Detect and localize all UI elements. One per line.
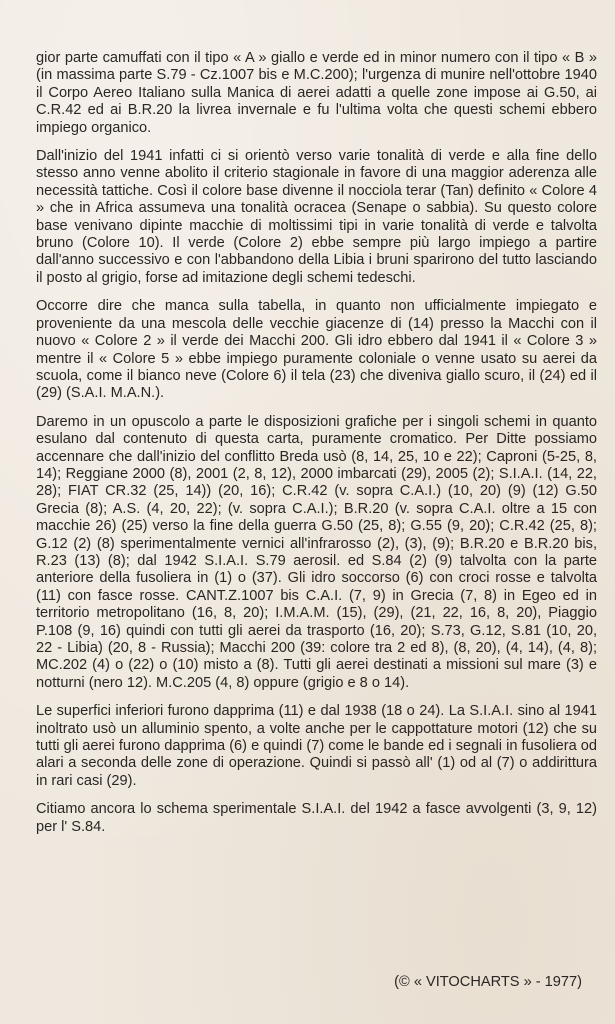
paragraph-3: Occorre dire che manca sulla tabella, in quanto non ufficialmente impiegato e proveniente da una mescola delle vecchie giacenze di (14) presso la Macchi con il nuovo « Colore 2 » il verde dei Macchi 200. Gli idro ebbero dal 1941 il « Colore 3 » mentre il « Colore 5 » ebbe impiego puramente coloniale o venne usato su aerei da scuola, come il bianco neve (Colore 6) il tela (23) che diveniva giallo scuro, il (24) ed il (29) (S.A.I. M.A.N.). bbox=[36, 298, 597, 402]
paragraph-2: Dall'inizio del 1941 infatti ci si orientò verso varie tonalità di verde e alla fine dello stesso anno venne abolito il criterio stagionale in favore di una maggior aderenza alle necessità tattiche. Così il colore base divenne il nocciola terar (Tan) definito « Colore 4 » che in Africa assumeva una tonalità ocracea (Senape o sabbia). Su questo colore base venivano dipinte macchie di moltissimi tipi in varie tonalità di verde e talvolta bruno (Colore 10). Il verde (Colore 2) ebbe sempre più largo impiego a partire dall'anno successivo e con l'abbandono della Libia i bruni sparirono del tutto lasciando il posto al grigio, forse ad imitazione degli schemi tedeschi. bbox=[36, 148, 597, 286]
article-body bbox=[36, 50, 597, 847]
paragraph-6: Citiamo ancora lo schema sperimentale S.I.A.I. del 1942 a fasce avvolgenti (3, 9, 12) per l' S.84. bbox=[36, 801, 597, 835]
paragraph-1: gior parte camuffati con il tipo « A » giallo e verde ed in minor numero con il tipo « B » (in massima parte S.79 - Cz.1007 bis e M.C.200); l'urgenza di munire nell'ottobre 1940 il Corpo Aereo Italiano sulla Manica di aerei adatti a quelle zone impose ai G.50, ai C.R.42 ed ai B.R.20 la livrea invernale e fu l'ultima volta che questi schemi ebbero impiego organico. bbox=[36, 50, 597, 136]
paragraph-5: Le superfici inferiori furono dapprima (11) e dal 1938 (18 o 24). La S.I.A.I. sino al 1941 inoltrato usò un alluminio spento, a volte anche per le cappottature motori (12) che su tutti gli aerei furono dapprima (6) e quindi (7) come le bande ed i segnali in fusoliera od alari a seconda delle zone di operazione. Quindi si passò all' (1) od al (7) o addirittura in rari casi (29). bbox=[36, 703, 597, 789]
paragraph-4: Daremo in un opuscolo a parte le disposizioni grafiche per i singoli schemi in quanto esulano dal contenuto di questa carta, puramente cromatico. Per Ditte possiamo accennare che dall'inizio del conflitto Breda usò (8, 14, 25, 10 e 22); Caproni (5-25, 8, 14); Reggiane 2000 (8), 2001 (2, 8, 12), 2000 imbarcati (29), 2005 (2); S.I.A.I. (14, 22, 28); FIAT CR.32 (25, 14)) (20, 16); C.R.42 (v. sopra C.A.I.) (10, 20) (9) (12) G.50 Grecia (8); A.S. (4, 20, 22); (v. sopra C.A.I.); B.R.20 (v. sopra C.A.I. oltre a 15 con macchie 26) (25) verso la fine della guerra G.50 (25, 8); G.55 (9, 20); C.R.42 (25, 8); G.12 (2) (8) sperimentalmente vernici all'infrarosso (2), (3), (9); B.R.20 e B.R.20 bis, R.23 (13) (8); dal 1942 S.I.A.I. S.79 aerosil. ed S.84 (2) (9) talvolta con la parte anteriore della fusoliera in (1) o (37). Gli idro soccorso (6) con croci rosse e talvolta (11) con fasce rosse. CANT.Z.1007 bis C.A.I. (7, 9) in Grecia (7, 8) in Egeo ed in territorio metropolitano (16, 8, 20); I.M.A.M. (15), (29), (21, 22, 16, 8, 20), Piaggio P.108 (9, 16) quindi con tutti gli aerei da trasporto (16, 20); S.73, G.12, S.81 (10, 20, 22 - Libia) (20, 8 - Russia); Macchi 200 (39: colore tra 2 ed 8), (8, 20), (4, 14), (4, 8); MC.202 (4) o (22) o (10) misto a (8). Tutti gli aerei destinati a missioni sul mare (3) e notturni (nero 12). M.C.205 (4, 8) oppure (grigio e 8 o 14). bbox=[36, 413, 597, 691]
copyright-footer: (© « VITOCHARTS » - 1977) bbox=[394, 974, 582, 990]
